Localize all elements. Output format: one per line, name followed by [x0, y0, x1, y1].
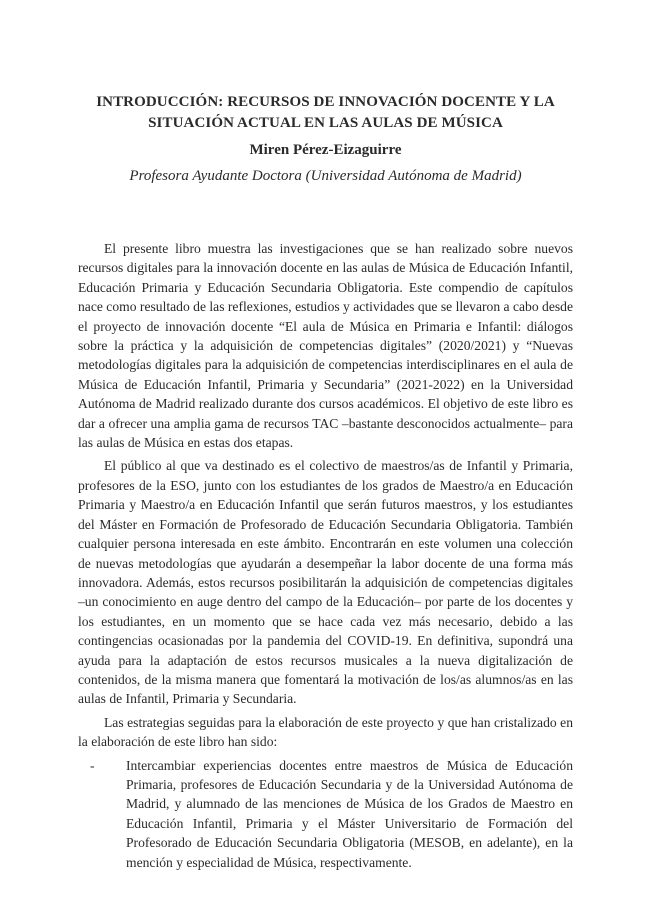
list-item — [78, 756, 573, 872]
list-item-text: Intercambiar experiencias docentes entre maestros de Música de Educación Primaria, profesores de Educación Secundaria y de la Universidad Autónoma de Madrid, y alumnado de las menciones de Música de los Grados de Maestro en Educación Infantil, Primaria y el Máster Universitario de Formación del Profesorado de Educación Secundaria Obligatoria (MESOB, en adelante), en la mención y especialidad de Música, respectivamente. — [126, 757, 573, 870]
document-page — [78, 92, 573, 872]
author-affiliation: Profesora Ayudante Doctora (Universidad Autónoma de Madrid) — [129, 168, 522, 184]
paragraph: El presente libro muestra las investigaciones que se han realizado sobre nuevos recursos digitales para la innovación docente en las aulas de Música de Educación Infantil, Educación Primaria y Educación Secundaria Obligatoria. Este compendio de capítulos nace como resultado de las reflexiones, estudios y actividades que se llevaron a cabo desde el proyecto de innovación docente “El aula de Música en Primaria e Infantil: diálogos sobre la práctica y la adquisición de competencias digitales” (2020/2021) y “Nuevas metodologías digitales para la adquisición de competencias interdisciplinares en el aula de Música de Educación Infantil, Primaria y Secundaria” (2021-2022) en la Universidad Autónoma de Madrid realizado durante dos cursos académicos. El objetivo de este libro es dar a ofrecer una amplia gama de recursos TAC –bastante desconocidos actualmente– para las aulas de Música en estas dos etapas. — [78, 241, 573, 451]
strategies-list — [78, 756, 573, 872]
author-name: Miren Pérez-Eizaguirre — [249, 142, 402, 158]
paragraph: Las estrategias seguidas para la elaboración de este proyecto y que han cristalizado en la elaboración de este libro han sido: — [78, 714, 573, 750]
bullet-dash: - — [90, 757, 95, 773]
body-text — [78, 239, 573, 872]
paragraph: El público al que va destinado es el colectivo de maestros/as de Infantil y Primaria, profesores de la ESO, junto con los estudiantes de los grados de Maestro/a en Educación Primaria y Maestro/a en Educación Infantil que serán futuros maestros, y los estudiantes del Máster en Formación de Profesorado de Educación Secundaria Obligatoria. También cualquier persona interesada en este ámbito. Encontrarán en este volumen una colección de nuevas metodologías que ayudarán a desempeñar la labor docente de una forma más innovadora. Además, estos recursos posibilitarán la adquisición de competencias digitales –un conocimiento en auge dentro del campo de la Educación– por parte de los docentes y los estudiantes, en un momento que se hace cada vez más necesario, debido a las contingencias ocasionadas por la pandemia del COVID-19. En definitiva, supondrá una ayuda para la adaptación de estos recursos musicales a la nueva digitalización de contenidos, de la misma manera que fomentará la motivación de los/as alumnos/as en las aulas de Infantil, Primaria y Secundaria. — [78, 458, 573, 707]
chapter-title: INTRODUCCIÓN: RECURSOS DE INNOVACIÓN DOCENTE Y LA SITUACIÓN ACTUAL EN LAS AULAS DE MÚSICA — [96, 94, 555, 131]
